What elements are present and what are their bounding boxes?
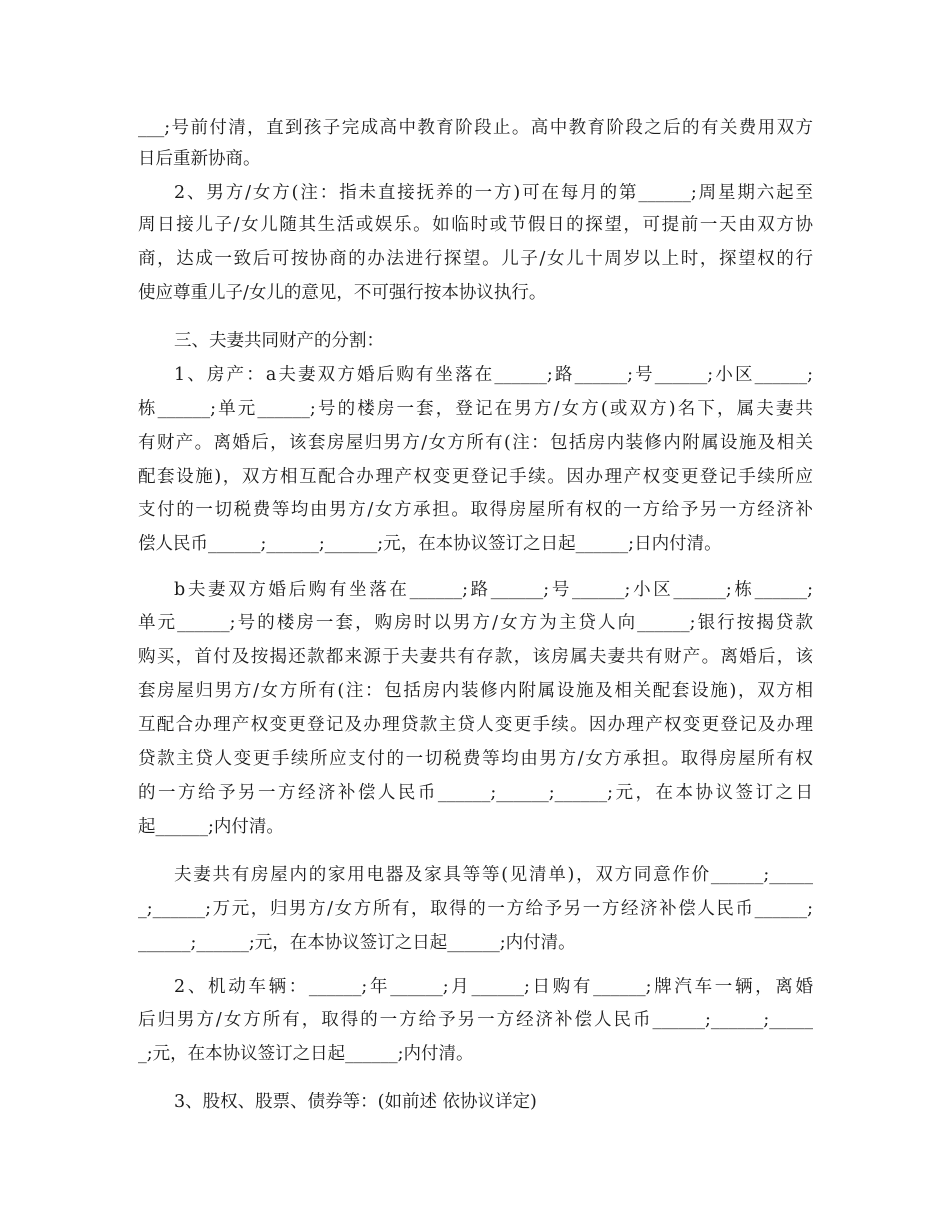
- text-line: 使应尊重儿子/女儿的意见，不可强行按本协议执行。: [138, 283, 547, 303]
- text-line: 2、机动车辆：______;年______;月______;日购有______;牌汽车一辆，离婚: [174, 977, 813, 997]
- text-line: 贷款主贷人变更手续所应支付的一切税费等均由男方/女方承担。取得房屋所有权: [138, 749, 813, 769]
- text-line: b夫妻双方婚后购有坐落在______;路______;号______;小区______;栋______;: [174, 580, 813, 600]
- text-line: 套房屋归男方/女方所有(注：包括房内装修内附属设施及相关配套设施)，双方相: [138, 681, 813, 701]
- text-line: 起______;内付清。: [138, 817, 284, 837]
- text-line: 周日接儿子/女儿随其生活或娱乐。如临时或节假日的探望，可提前一天由双方协: [138, 215, 813, 235]
- text-line: _;元，在本协议签订之日起______;内付清。: [138, 1044, 474, 1064]
- text-line: 3、股权、股票、债券等：(如前述 依协议详定): [174, 1092, 537, 1112]
- text-line: 1、房产：a夫妻双方婚后购有坐落在______;路______;号______;小区______;: [174, 365, 813, 385]
- text-line: 配套设施)，双方相互配合办理产权变更登记手续。因办理产权变更登记手续所应: [138, 467, 813, 487]
- text-line: 2、男方/女方(注：指未直接抚养的一方)可在每月的第______;周星期六起至: [174, 183, 813, 203]
- text-line: _;______;万元，归男方/女方所有，取得的一方给予另一方经济补偿人民币______;: [138, 899, 813, 919]
- text-line: 有财产。离婚后，该套房屋归男方/女方所有(注：包括房内装修内附属设施及相关: [138, 433, 813, 453]
- text-line: 日后重新协商。: [138, 149, 261, 169]
- text-line: 商，达成一致后可按协商的办法进行探望。儿子/女儿十周岁以上时，探望权的行: [138, 249, 813, 269]
- text-line: ______;______;元，在本协议签订之日起______;内付清。: [138, 933, 576, 953]
- text-line: 支付的一切税费等均由男方/女方承担。取得房屋所有权的一方给予另一方经济补: [138, 500, 813, 520]
- text-line: 夫妻共有房屋内的家用电器及家具等等(见清单)，双方同意作价______;_____: [174, 865, 813, 885]
- text-line: 后归男方/女方所有，取得的一方给予另一方经济补偿人民币______;______;_____: [138, 1010, 813, 1030]
- text-line: 偿人民币______;______;______;元，在本协议签订之日起______;日内付清。: [138, 534, 722, 554]
- text-line: 购买，首付及按揭还款都来源于夫妻共有存款，该房属夫妻共有财产。离婚后，该: [138, 647, 813, 667]
- text-line: 的一方给予另一方经济补偿人民币______;______;______;元，在本协议签订之日: [138, 783, 813, 803]
- text-line: 栋______;单元______;号的楼房一套，登记在男方/女方(或双方)名下，属夫妻共: [138, 399, 813, 419]
- text-line: ___;号前付清，直到孩子完成高中教育阶段止。高中教育阶段之后的有关费用双方: [138, 118, 813, 138]
- text-line: 单元______;号的楼房一套，购房时以男方/女方为主贷人向______;银行按揭贷款: [138, 613, 813, 633]
- text-line: 互配合办理产权变更登记及办理贷款主贷人变更手续。因办理产权变更登记及办理: [138, 715, 813, 735]
- text-line: 三、夫妻共同财产的分割：: [174, 331, 384, 351]
